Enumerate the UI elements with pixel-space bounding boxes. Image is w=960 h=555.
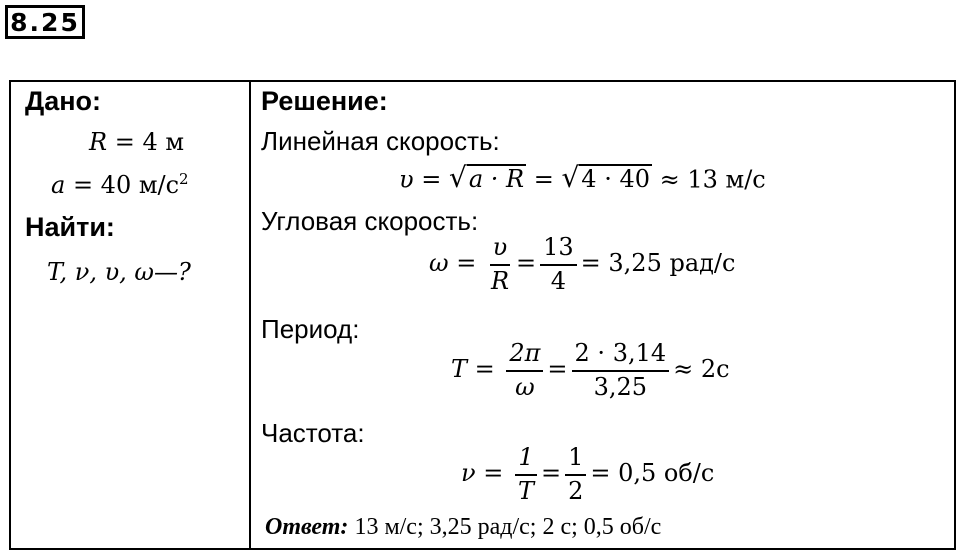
- given-acceleration: [51, 170, 189, 199]
- acceleration-exponent: 2: [179, 170, 189, 188]
- fraction-denominator: R: [490, 266, 510, 295]
- frequency-result: = 0,5 об/с: [590, 459, 715, 488]
- period-lhs: T =: [451, 355, 503, 384]
- fraction-numeric-period: [572, 340, 670, 401]
- fraction-denominator: 4: [550, 266, 567, 295]
- sqrt-ar-body: a · R: [468, 165, 525, 193]
- fraction-denominator: 3,25: [593, 372, 648, 401]
- fraction-2pi-over-omega: [506, 340, 543, 401]
- equals-sign: =: [547, 355, 568, 384]
- linear-speed-eq: =: [526, 165, 562, 194]
- linear-speed-label: Линейная скорость:: [261, 126, 500, 156]
- linear-speed-formula: [399, 161, 766, 195]
- fraction-denominator: ω: [515, 372, 535, 401]
- fraction-numerator: 1: [515, 444, 536, 476]
- frequency-lhs: ν =: [461, 459, 511, 488]
- fraction-numerator: 1: [565, 444, 586, 476]
- angular-speed-formula: [429, 234, 735, 295]
- equals-sign: =: [540, 459, 562, 488]
- radius-symbol: R: [89, 128, 108, 156]
- fraction-numerator: 2π: [506, 340, 543, 372]
- linear-speed-lhs: υ =: [399, 165, 449, 194]
- answer-text: 13 м/с; 3,25 рад/с; 2 с; 0,5 об/с: [348, 514, 662, 540]
- given-column: [11, 82, 249, 548]
- solution-table: [9, 80, 956, 550]
- fraction-numerator: υ: [490, 234, 511, 266]
- period-label: Период:: [261, 314, 360, 344]
- fraction-denominator: 2: [568, 476, 584, 505]
- fraction-1-over-t: [515, 444, 537, 505]
- angular-speed-result: = 3,25 рад/с: [580, 249, 736, 278]
- solution-column: [251, 82, 954, 548]
- acceleration-value: = 40 м/с: [65, 171, 180, 199]
- answer-line: [265, 514, 661, 541]
- fraction-1-over-2: [565, 444, 586, 505]
- sqrt-numbers: √ 4 · 40: [561, 161, 650, 195]
- solution-header: Решение:: [261, 86, 388, 116]
- given-radius: [89, 128, 184, 156]
- angular-speed-lhs: ω =: [429, 249, 484, 278]
- linear-speed-result: ≈ 13 м/с: [652, 165, 766, 194]
- find-quantities: T, ν, υ, ω—?: [47, 258, 191, 286]
- frequency-formula: [461, 444, 714, 505]
- fraction-v-over-r: [488, 234, 512, 295]
- fraction-numerator: 13: [540, 234, 577, 266]
- find-header: Найти:: [25, 212, 115, 242]
- fraction-13-over-4: [540, 234, 577, 295]
- fraction-numerator: 2 · 3,14: [572, 340, 670, 372]
- frequency-label: Частота:: [261, 418, 365, 448]
- radius-value: = 4 м: [107, 128, 185, 156]
- period-formula: [451, 340, 730, 401]
- equals-sign: =: [516, 249, 537, 278]
- given-header: Дано:: [25, 86, 102, 116]
- acceleration-symbol: a: [51, 171, 66, 199]
- sqrt-numbers-body: 4 · 40: [581, 165, 650, 193]
- answer-label: Ответ:: [265, 514, 349, 540]
- fraction-denominator: T: [517, 476, 534, 505]
- period-result: ≈ 2с: [673, 355, 730, 384]
- sqrt-ar: √ a · R: [448, 161, 525, 195]
- problem-number: 8.25: [5, 5, 85, 39]
- angular-speed-label: Угловая скорость:: [261, 206, 479, 236]
